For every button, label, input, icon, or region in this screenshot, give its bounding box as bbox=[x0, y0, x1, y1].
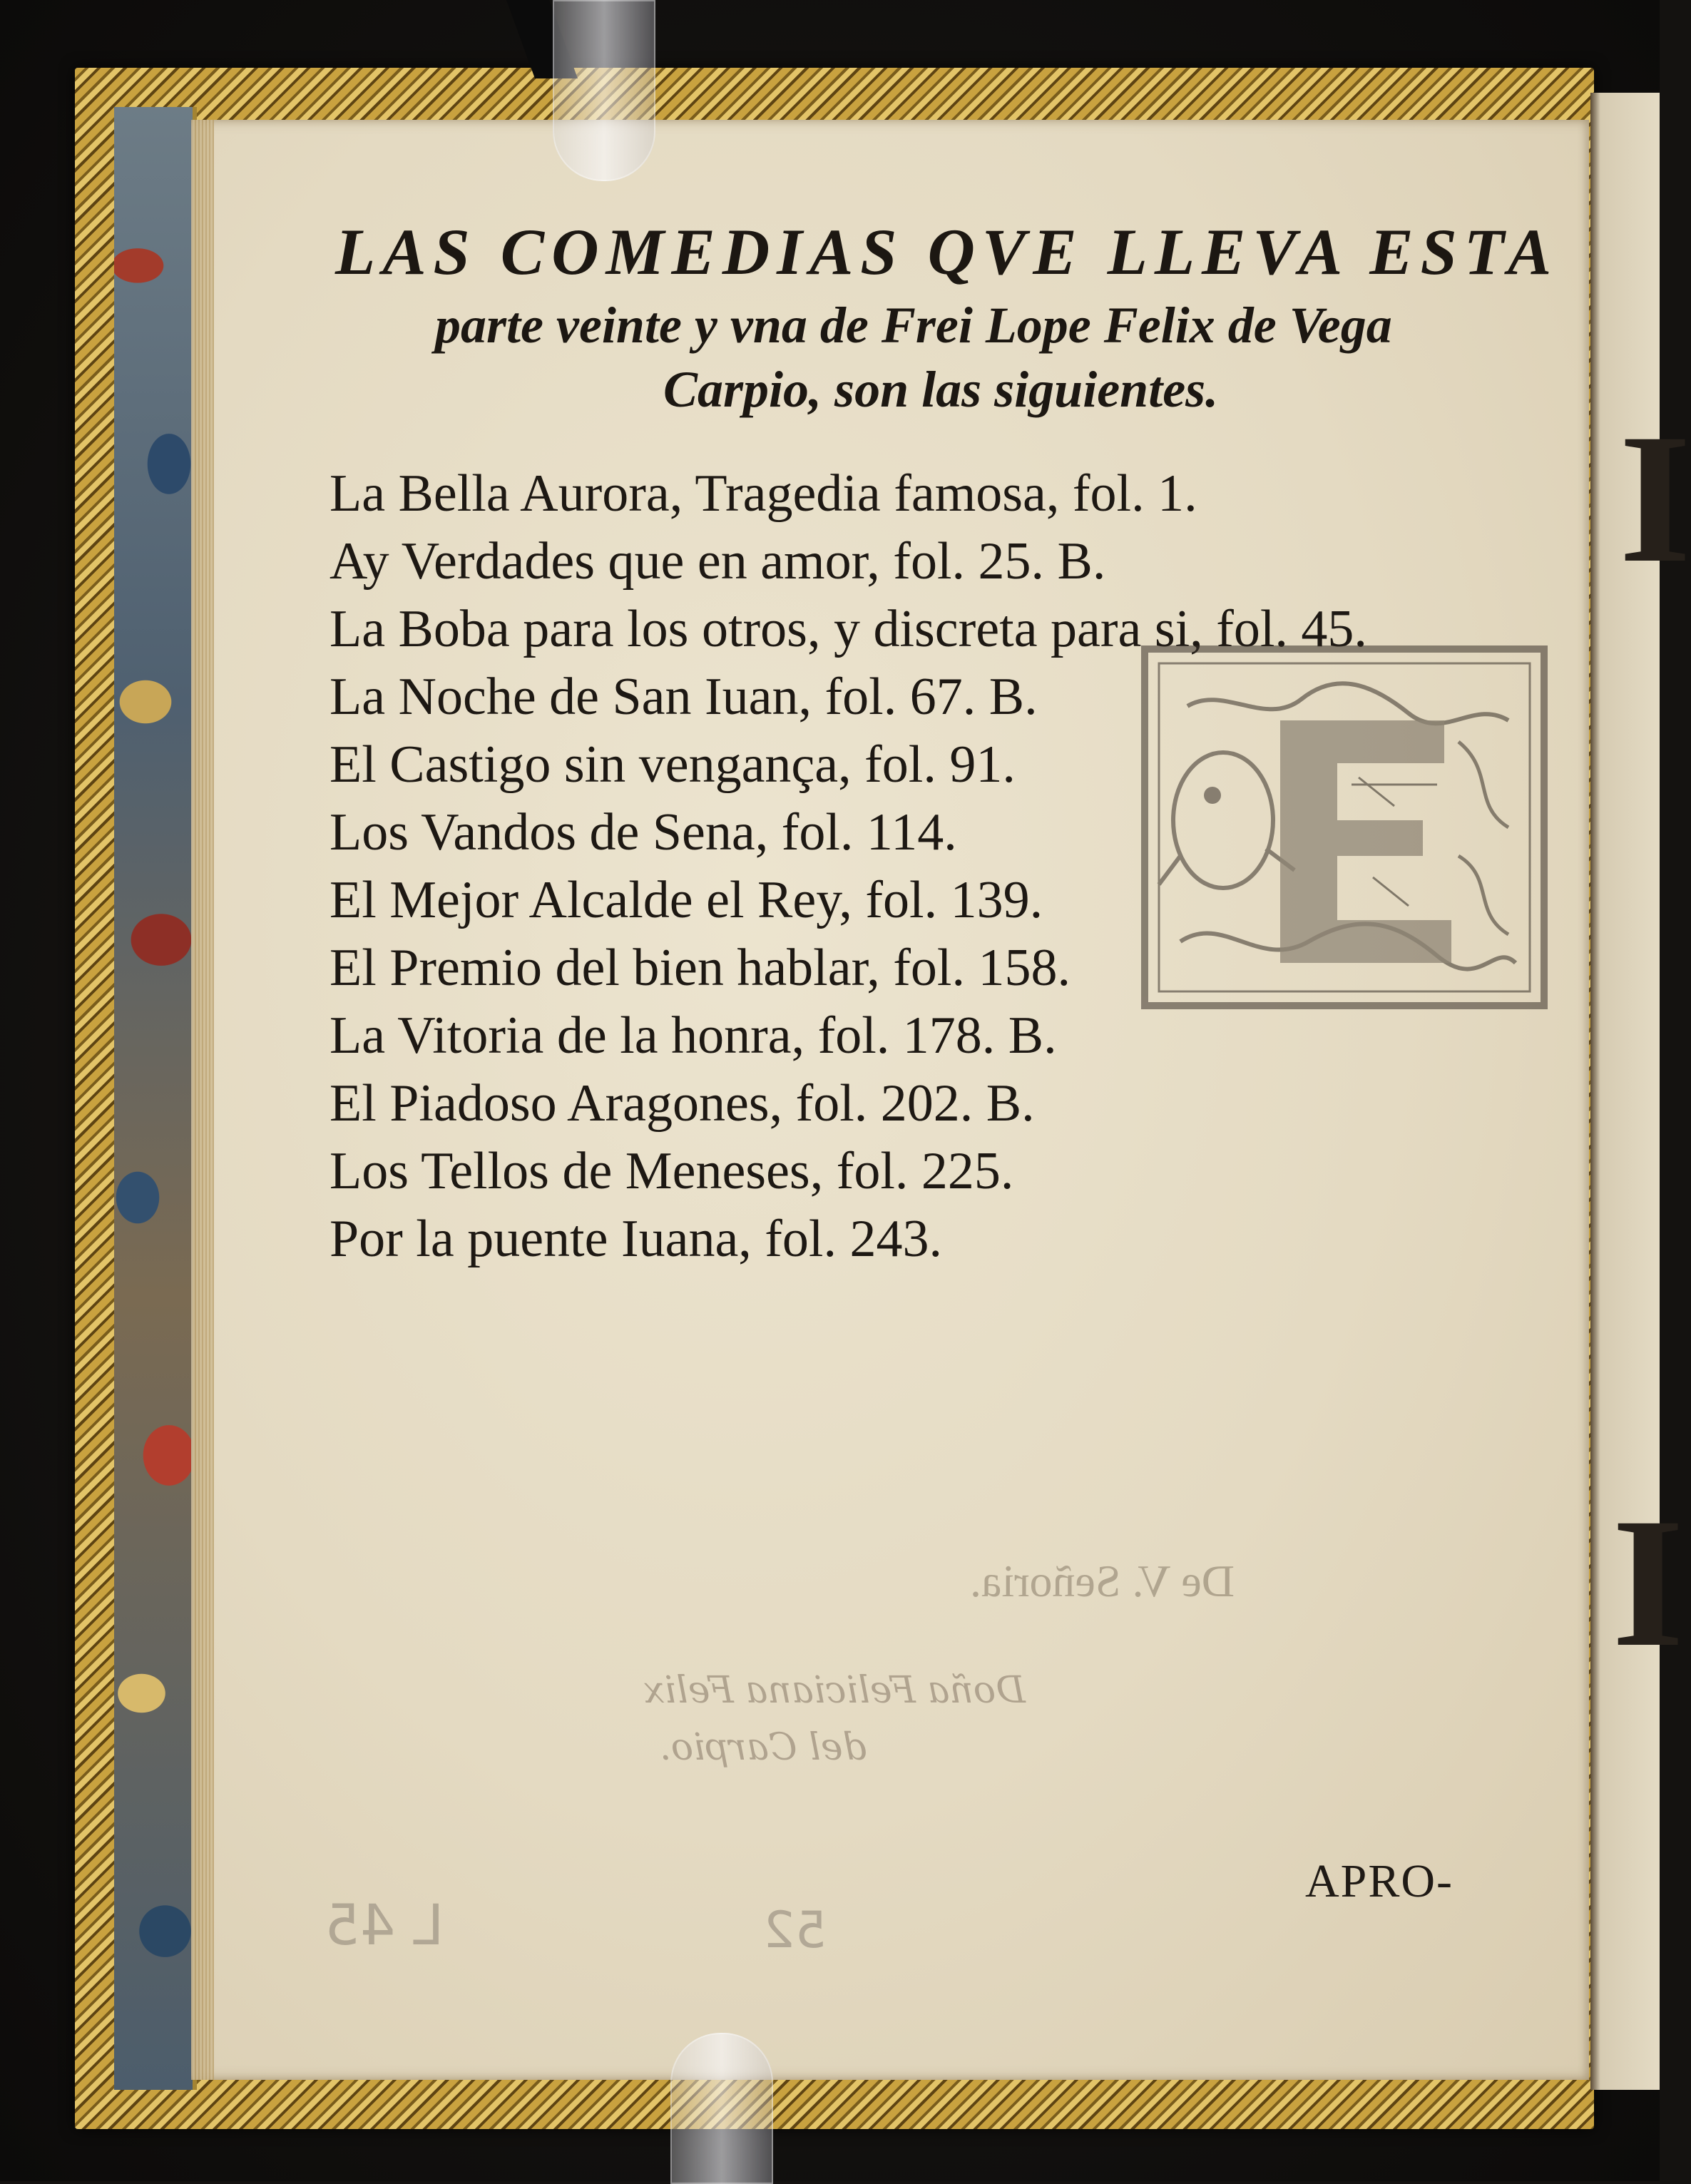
signature-line-1: Doña Feliciana Felix bbox=[643, 1669, 1026, 1712]
contents-entry: Los Tellos de Meneses, fol. 225. bbox=[329, 1142, 1014, 1200]
page-clip-top bbox=[553, 0, 655, 181]
contents-entry: El Premio del bien hablar, fol. 158. bbox=[329, 939, 1071, 997]
signature-line-2: del Carpio. bbox=[660, 1726, 867, 1769]
contents-entry: La Vitoria de la honra, fol. 178. B. bbox=[329, 1006, 1057, 1065]
page-edges bbox=[193, 120, 214, 2080]
heading-line-3: Carpio, son las siguientes. bbox=[663, 361, 1219, 418]
contents-entry: El Piadoso Aragones, fol. 202. B. bbox=[329, 1074, 1035, 1133]
contents-entry: El Mejor Alcalde el Rey, fol. 139. bbox=[329, 871, 1043, 929]
contents-entry: Ay Verdades que en amor, fol. 25. B. bbox=[329, 532, 1106, 591]
contents-entry: La Boba para los otros, y discreta para si, fol. 45. bbox=[329, 600, 1367, 658]
pencil-shelfmark: L 45 bbox=[325, 1894, 444, 1958]
page-clip-bottom bbox=[670, 2033, 773, 2184]
show-through-closing: De V. Señoria. bbox=[970, 1556, 1235, 1606]
contents-entry: Por la puente Iuana, fol. 243. bbox=[329, 1210, 942, 1268]
heading-line-1: LAS COMEDIAS QVE LLEVA ESTA bbox=[335, 215, 1559, 288]
contents-entry: El Castigo sin vengança, fol. 91. bbox=[329, 735, 1016, 794]
contents-entry: La Bella Aurora, Tragedia famosa, fol. 1. bbox=[329, 464, 1197, 523]
pencil-number: 52 bbox=[763, 1901, 827, 1959]
contents-entry: La Noche de San Iuan, fol. 67. B. bbox=[329, 668, 1038, 726]
heading-line-2: parte veinte y vna de Frei Lope Felix de Vega bbox=[435, 297, 1392, 354]
woodcut-initial-e bbox=[1138, 642, 1551, 1013]
contents-entry: Los Vandos de Sena, fol. 114. bbox=[329, 803, 957, 862]
catchword: APRO- bbox=[1305, 1855, 1454, 1907]
show-through-signature bbox=[514, 1662, 1155, 1776]
marbled-pastedown bbox=[114, 107, 197, 2090]
facing-page-edge: I I bbox=[1590, 93, 1660, 2090]
